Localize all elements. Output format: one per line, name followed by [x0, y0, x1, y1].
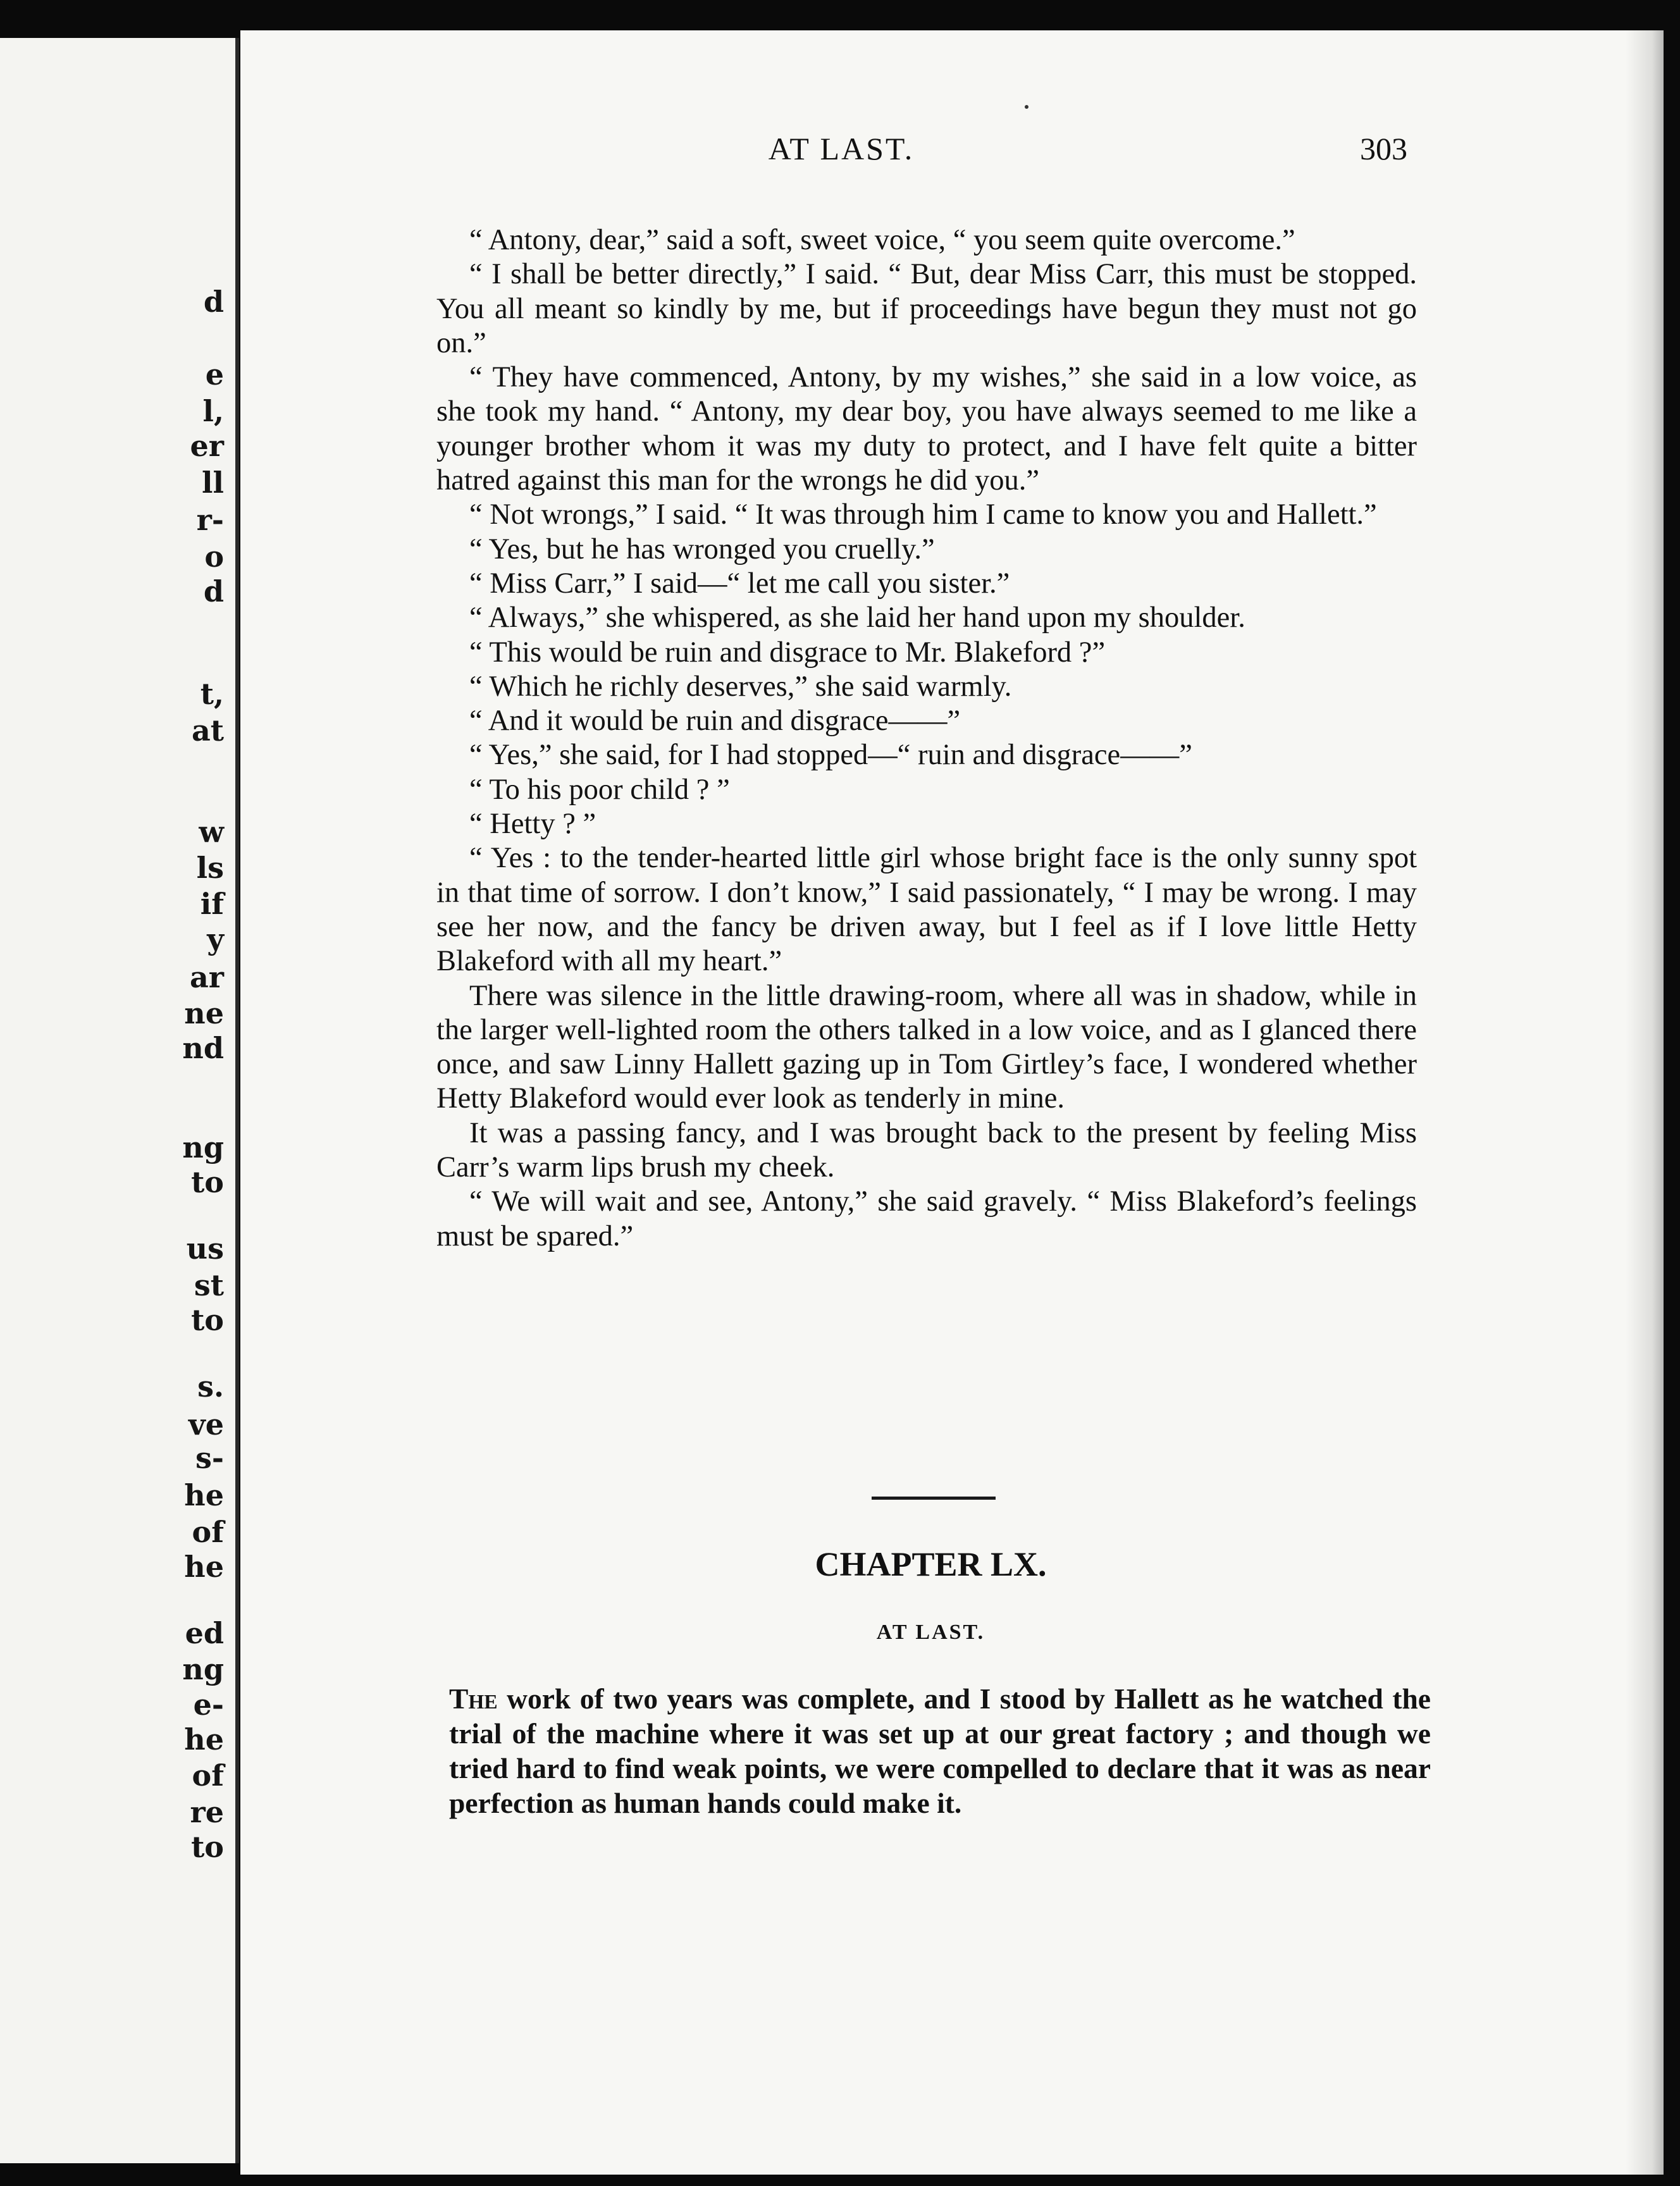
page-gutter-shadow [1626, 30, 1664, 2175]
previous-page-fragment: re [190, 1795, 224, 1829]
book-page [240, 30, 1664, 2175]
chapter-paragraph-text: work of two years was complete, and I stood by Hallett as he watched the trial of the machine where it was set up at our great factory ; and though we tried hard to find weak points, we were compelled to declare that it was as near perfection as human hands could make it. [449, 1683, 1431, 1819]
paragraph: It was a passing fancy, and I was brought back to the present by feeling Miss Carr’s warm lips brush my cheek. [436, 1116, 1417, 1184]
previous-page-fragment: l, [202, 394, 224, 428]
previous-page-fragment: r- [196, 503, 224, 537]
chapter-lead-word: The [449, 1683, 498, 1715]
previous-page-fragment: ed [185, 1616, 224, 1650]
paragraph: “ Miss Carr,” I said—“ let me call you sister.” [469, 567, 1010, 600]
section-divider [872, 1497, 996, 1500]
previous-page-fragment: e [205, 357, 224, 392]
previous-page-fragment: y [207, 922, 224, 956]
previous-page-fragment: ls [196, 851, 224, 885]
paragraph: “ We will wait and see, Antony,” she said gravely. “ Miss Blakeford’s feelings must be spared.” [436, 1185, 1417, 1252]
chapter-opening-paragraph [449, 1681, 1431, 1820]
previous-page-fragment: ar [189, 960, 224, 994]
running-head: AT LAST. [768, 131, 915, 166]
previous-page-fragment: nd [182, 1031, 224, 1065]
previous-page-fragment: d [203, 285, 224, 319]
paragraph: “ I shall be better directly,” I said. “ But, dear Miss Carr, this must be stopped. You all meant so kindly by me, but if proceedings have begun they must not go on.” [436, 258, 1417, 359]
paragraph: “ Hetty ? ” [469, 808, 596, 841]
previous-page-fragment: st [194, 1268, 224, 1302]
previous-page-fragment: o [204, 540, 224, 574]
chapter-subtitle: AT LAST. [876, 1621, 985, 1644]
previous-page-fragment: if [200, 887, 224, 921]
previous-page-fragment: ne [184, 996, 224, 1030]
previous-page-fragment: w [199, 815, 224, 849]
previous-page-fragment: to [191, 1165, 224, 1199]
previous-page-fragment: t, [200, 677, 224, 711]
previous-page-fragment: of [192, 1515, 224, 1549]
paragraph: “ Which he richly deserves,” she said warmly. [469, 670, 1012, 703]
previous-page-fragment: at [191, 713, 224, 748]
paragraph: “ Yes : to the tender-hearted little girl whose bright face is the only sunny spot in that time of sorrow. I don’t know,” I said passionately, “ I may be wrong. I may see her now, and the fancy be driven away, but I feel as if I love little Hetty Blakeford with all my heart.” [436, 842, 1417, 978]
paragraph: “ Not wrongs,” I said. “ It was through him I came to know you and Hallett.” [469, 498, 1377, 531]
previous-page-fragment: us [186, 1232, 224, 1266]
previous-page-fragment: ll [202, 466, 224, 500]
paper-speck [1025, 105, 1028, 109]
previous-page-fragment: ng [182, 1652, 224, 1686]
previous-page-fragment: ng [182, 1130, 224, 1164]
previous-page-fragment: of [192, 1758, 224, 1793]
previous-page-fragment: to [191, 1830, 224, 1864]
paragraph: “ Always,” she whispered, as she laid her hand upon my shoulder. [469, 602, 1245, 634]
previous-page-fragment: er [190, 429, 224, 463]
previous-page-fragment: ve [188, 1407, 224, 1442]
paragraph: “ Antony, dear,” said a soft, sweet voice, “ you seem quite overcome.” [469, 224, 1295, 256]
previous-page-fragment: to [191, 1303, 224, 1337]
previous-page-fragment: s- [195, 1441, 224, 1475]
previous-page-fragment: s. [197, 1369, 224, 1404]
paragraph: “ They have commenced, Antony, by my wishes,” she said in a low voice, as she took my hand. “ Antony, my dear boy, you have always seemed to me like a younger brother whom it was my duty to protect, and I have felt quite a bitter hatred against this man for the wrongs he did you.” [436, 361, 1417, 497]
previous-page-fragment: e- [193, 1688, 224, 1722]
paragraph: “ And it would be ruin and disgrace——” [469, 705, 961, 738]
previous-page-fragment: he [184, 1478, 224, 1512]
previous-page-fragment: he [184, 1550, 224, 1584]
page-number: 303 [1360, 131, 1407, 166]
paragraph: “ This would be ruin and disgrace to Mr. Blakeford ?” [469, 636, 1106, 669]
previous-page-edge [0, 38, 239, 2163]
paragraph: “ Yes,” she said, for I had stopped—“ ruin and disgrace——” [469, 739, 1192, 772]
paragraph: “ To his poor child ? ” [469, 773, 730, 806]
chapter-title: CHAPTER LX. [815, 1545, 1047, 1583]
body-text [436, 223, 1417, 1254]
paragraph: There was silence in the little drawing-room, where all was in shadow, while in the larger well-lighted room the others talked in a low voice, and as I glanced there once, and saw Linny Hallett gazing up in Tom Girtley’s face, I wondered whether Hetty Blakeford would ever look as tenderly in mine. [436, 979, 1417, 1115]
paragraph: “ Yes, but he has wronged you cruelly.” [469, 533, 935, 565]
previous-page-fragment: he [184, 1722, 224, 1757]
previous-page-fragment: d [203, 574, 224, 608]
